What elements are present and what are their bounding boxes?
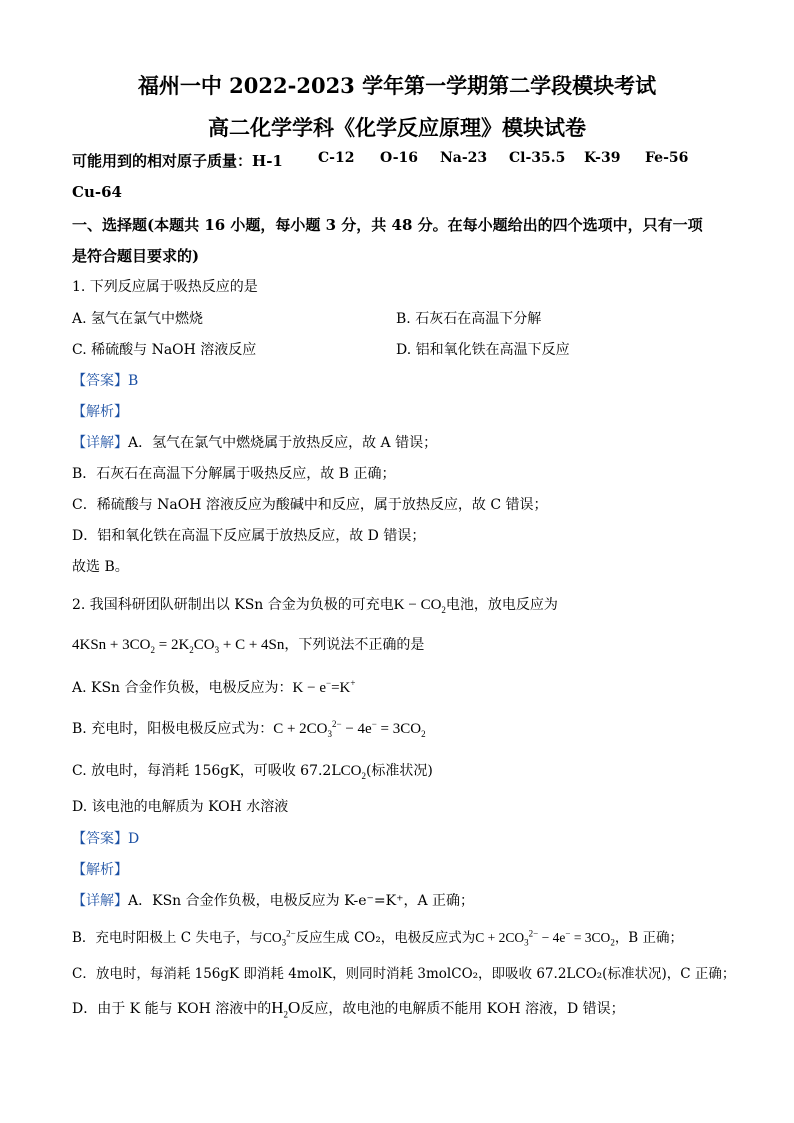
q2-detail-b-ion: $CO_3^{2-}$	[262, 928, 296, 948]
q1-analysis-label: 【解析】	[72, 404, 128, 420]
q2-option-c-text: C. 放电时，每消耗 156gK，可吸收 67.2L	[72, 763, 341, 779]
q2-stem-a: 2. 我国科研团队研制出以 KSn 合金为负极的可充电	[72, 597, 394, 613]
q2-option-a-formula: K − e−=K+	[292, 678, 356, 696]
q1-conclusion: 故选 B。	[72, 559, 129, 575]
q2-answer: 【答案】D	[72, 831, 140, 847]
q2-analysis-label: 【解析】	[72, 862, 128, 878]
q2-detail-b	[72, 926, 683, 948]
q1-option-a: A. 氢气在氯气中燃烧	[72, 311, 204, 327]
section-heading: 一、选择题(本题共 16 小题，每小题 3 分，共 48 分。在每小题给出的四个选项中，只有一项	[72, 216, 703, 234]
mass-o: O-16	[380, 150, 419, 166]
q2-stem-b: 电池，放电反应为	[445, 597, 558, 613]
q1-answer: 【答案】B	[72, 373, 139, 389]
q2-detail-b-text-c: ，B 正确；	[614, 930, 684, 946]
exam-title: 福州一中 2022-2023 学年第一学期第二学段模块考试	[137, 73, 657, 98]
q2-option-b-text: B. 充电时，阳极电极反应式为：	[72, 721, 274, 737]
q1-option-c: C. 稀硫酸与 NaOH 溶液反应	[72, 342, 257, 358]
q1-option-d: D. 铝和氧化铁在高温下反应	[396, 342, 570, 358]
q2-option-a	[72, 677, 355, 697]
q2-detail-a	[72, 890, 474, 910]
water-formula: $H_2O$	[271, 998, 301, 1020]
q2-option-a-text: A. KSn 合金作负极，电极反应为：	[72, 680, 293, 696]
q2-equation-suffix: ，下列说法不正确的是	[284, 637, 425, 653]
q2-stem	[72, 594, 558, 615]
q2-option-c	[72, 760, 433, 781]
battery-formula-sub: 2	[441, 605, 446, 615]
q2-detail-b-text-a: B．充电时阳极上 C 失电子，与	[72, 930, 263, 946]
q2-equation-line	[72, 634, 424, 655]
q2-option-a-formula-eq: =K	[331, 680, 351, 696]
q2-option-c-formula: $CO_2$	[340, 763, 366, 781]
atomic-mass-label: 可能用到的相对原子质量：	[72, 152, 253, 170]
exam-subtitle: 高二化学学科《化学反应原理》模块试卷	[208, 115, 586, 140]
discharge-equation: $4KSn + 3CO_2 = 2K_2CO_3 + C + 4Sn$	[72, 637, 285, 655]
q1-detail-b: B．石灰石在高温下分解属于吸热反应，故 B 正确；	[72, 466, 396, 482]
mass-h: H-1	[252, 152, 283, 170]
q2-detail-c: C．放电时，每消耗 156gK 即消耗 4molK，则同时消耗 3molCO₂，即吸收 67.2LCO₂(标准状况)，C 正确；	[72, 966, 736, 982]
q2-option-a-formula-k: K − e	[292, 680, 326, 696]
q2-detail-d-text-b: 反应，故电池的电解质不能用 KOH 溶液，D 错误；	[300, 1001, 625, 1017]
mass-na: Na-23	[440, 150, 488, 166]
q1-detail-d: D．铝和氧化铁在高温下反应属于放热反应，故 D 错误；	[72, 528, 426, 544]
q2-detail-a-text: A．KSn 合金作负极，电极反应为 K-e⁻=K⁺，A 正确；	[128, 893, 475, 909]
battery-formula	[394, 597, 446, 613]
q2-option-b	[72, 718, 426, 739]
q2-option-d: D. 该电池的电解质为 KOH 水溶液	[72, 799, 289, 815]
q1-detail-tag: 【详解】	[72, 435, 128, 451]
q1-detail-a-text: A．氢气在氯气中燃烧属于放热反应，故 A 错误；	[128, 435, 438, 451]
q2-detail-d-text-a: D．由于 K 能与 KOH 溶液中的	[72, 1001, 272, 1017]
mass-c: C-12	[318, 150, 355, 166]
q2-detail-b-text-b: 反应生成 CO₂，电极反应式为	[295, 930, 476, 946]
q2-detail-b-formula: $C + 2CO_3^{2-} - 4e^- = 3CO_2$	[475, 928, 615, 948]
mass-cl: Cl-35.5	[509, 150, 566, 166]
mass-fe: Fe-56	[645, 150, 689, 166]
q1-option-b: B. 石灰石在高温下分解	[396, 311, 542, 327]
mass-k: K-39	[584, 150, 621, 166]
q2-option-b-formula: $C + 2CO_3^{2-} - 4e^- = 3CO_2$	[273, 719, 426, 739]
q2-detail-tag: 【详解】	[72, 893, 128, 909]
section-heading-cont: 是符合题目要求的)	[72, 247, 200, 265]
q2-option-c-suffix: (标准状况)	[365, 763, 433, 779]
battery-formula-text: K − CO	[393, 597, 442, 613]
mass-cu: Cu-64	[72, 183, 122, 201]
q1-detail-a	[72, 432, 437, 452]
q2-detail-d	[72, 998, 625, 1019]
q1-detail-c: C．稀硫酸与 NaOH 溶液反应为酸碱中和反应，属于放热反应，故 C 错误；	[72, 497, 548, 513]
q1-stem: 1. 下列反应属于吸热反应的是	[72, 279, 258, 295]
